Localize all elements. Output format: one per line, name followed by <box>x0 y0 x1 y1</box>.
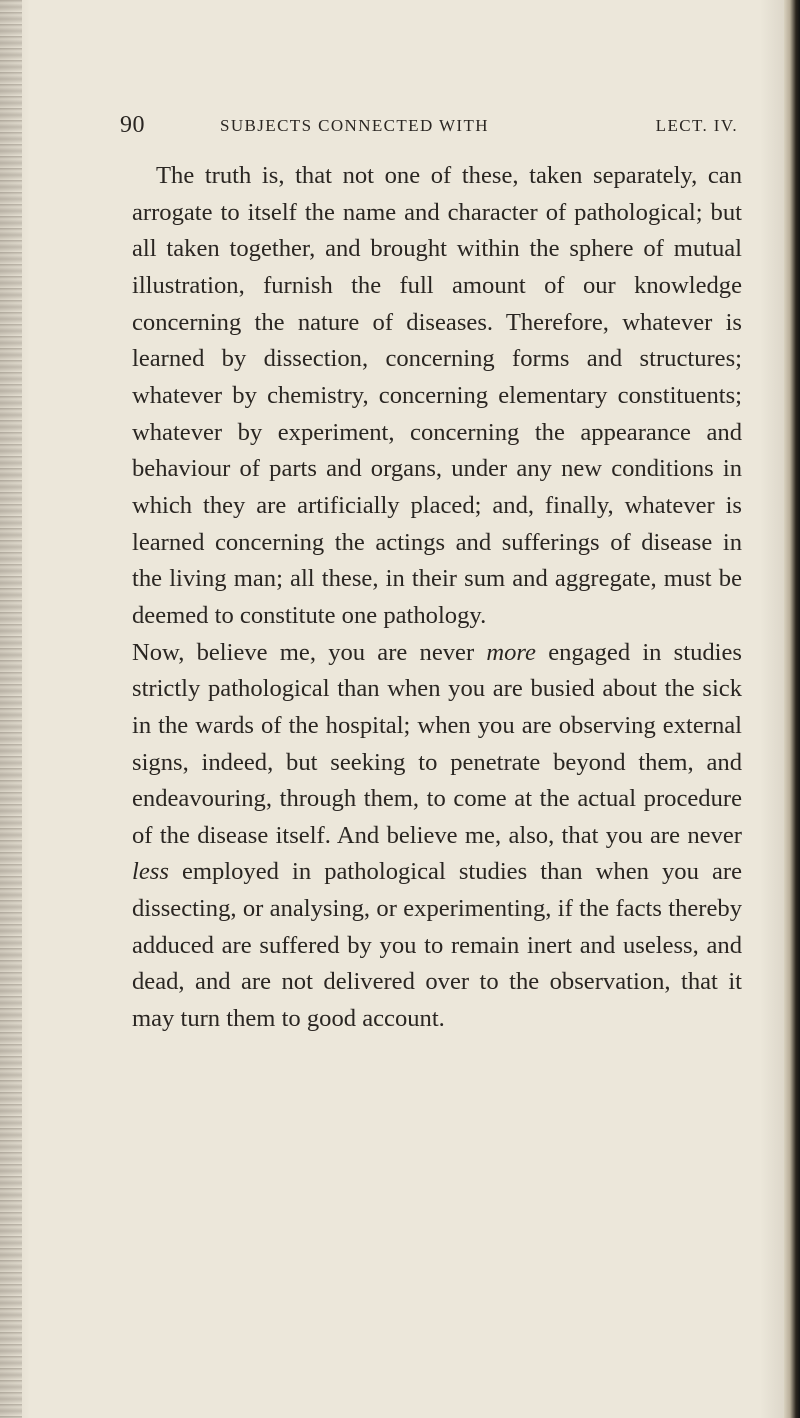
paragraph-2-part-3: employed in pathological studies than when you are dissecting, or analysing, or experimenting, if the facts thereby adduced are suffered by you to remain inert and useless, and dead, and are not delivered over to the observation, that it may turn them to good account. <box>132 858 742 1033</box>
running-title: SUBJECTS CONNECTED WITH <box>220 116 489 135</box>
page-left-edge-shadow <box>0 0 22 1418</box>
page-number: 90 <box>120 112 145 138</box>
lecture-marker: LECT. IV. <box>655 116 738 135</box>
running-head <box>120 112 738 144</box>
body-text <box>132 158 742 1038</box>
emphasis-less: less <box>132 858 169 886</box>
paragraph-2-part-1: Now, believe me, you are never <box>132 638 487 666</box>
page-binding-edge <box>784 0 800 1418</box>
paragraph-1: The truth is, that not one of these, taken separately, can arrogate to itself the name and character of pathological; but all taken together, and brought within the sphere of mutual illustration, furnish the full amount of our knowledge concerning the nature of diseases. Therefore, whatever is learned by dissection, concerning forms and structures; whatever by chemistry, concerning elementary constituents; whatever by experiment, concerning the appearance and behaviour of parts and organs, under any new conditions in which they are artificially placed; and, finally, whatever is learned concerning the actings and sufferings of disease in the living man; all these, in their sum and aggregate, must be deemed to constitute one pathology. <box>132 162 742 629</box>
paragraph-2-part-2: engaged in studies strictly pathological than when you are busied about the sick in the wards of the hospital; when you are observing external signs, indeed, but seeking to penetrate beyond them, and endeavouring, through them, to come at the actual procedure of the disease itself. And believe me, also, that you are never <box>132 638 742 849</box>
emphasis-more: more <box>486 638 536 666</box>
paragraph-2 <box>132 635 742 1038</box>
